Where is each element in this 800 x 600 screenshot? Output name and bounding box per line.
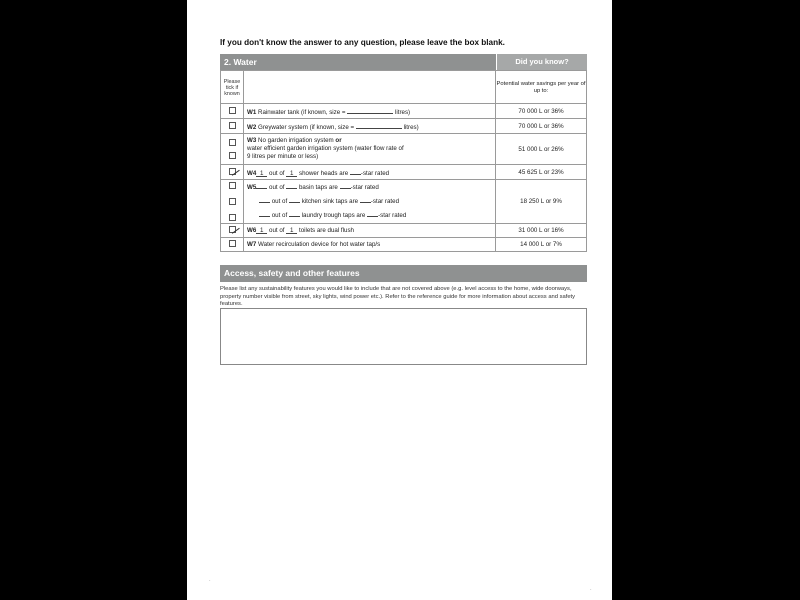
water-table bbox=[220, 70, 587, 252]
w6-count-field[interactable]: 1 bbox=[256, 227, 267, 234]
w5-checkbox-laundry[interactable] bbox=[229, 214, 236, 221]
w5-kitchen-end: -star rated bbox=[370, 197, 400, 205]
w5-basin-text: basin taps are bbox=[298, 183, 338, 191]
table-row-w1 bbox=[221, 104, 587, 119]
w5-basin-total[interactable] bbox=[286, 182, 297, 189]
water-section-header bbox=[220, 54, 587, 70]
w5-checkbox-kitchen[interactable] bbox=[229, 198, 236, 205]
tick-header: Please tick if known bbox=[221, 71, 244, 104]
w4-star-text: -star rated bbox=[360, 169, 390, 177]
w5-checkbox-basin[interactable] bbox=[229, 182, 236, 189]
water-section-title: 2. Water bbox=[224, 57, 257, 67]
table-row-w4 bbox=[221, 165, 587, 180]
access-section-header bbox=[220, 265, 587, 282]
w1-saving: 70 000 L or 36% bbox=[496, 104, 587, 119]
w1-text-end: litres) bbox=[393, 108, 411, 116]
w7-text: Water recirculation device for hot water tap/s bbox=[258, 241, 381, 248]
w3-or: or bbox=[335, 137, 342, 144]
table-header-row bbox=[221, 71, 587, 104]
w2-saving: 70 000 L or 36% bbox=[496, 119, 587, 134]
w4-star-field[interactable] bbox=[350, 168, 361, 175]
w6-text: toilets are dual flush bbox=[298, 227, 355, 234]
w3-saving: 51 000 L or 26% bbox=[496, 134, 587, 165]
scan-mark: · bbox=[590, 587, 592, 593]
form-page bbox=[187, 0, 612, 600]
w5-laundry-out-of: out of bbox=[271, 211, 288, 219]
w2-code: W2 bbox=[247, 123, 257, 131]
w4-total-field[interactable]: 1 bbox=[286, 170, 297, 177]
w7-checkbox[interactable] bbox=[229, 240, 236, 247]
w5-kitchen-out-of: out of bbox=[271, 197, 288, 205]
w4-text: shower heads are bbox=[298, 169, 349, 177]
table-row-w3 bbox=[221, 134, 587, 165]
w4-code: W4 bbox=[247, 169, 257, 177]
w6-out-of: out of bbox=[269, 227, 285, 234]
w5-kitchen-star[interactable] bbox=[360, 196, 371, 203]
form-instruction: If you don't know the answer to any question, please leave the box blank. bbox=[220, 38, 505, 47]
w5-laundry-text: laundry trough taps are bbox=[301, 211, 366, 219]
table-row-w6 bbox=[221, 224, 587, 238]
w2-checkbox[interactable] bbox=[229, 122, 236, 129]
w5-basin-count[interactable] bbox=[256, 182, 267, 189]
w5-laundry-total[interactable] bbox=[289, 210, 300, 217]
w6-code: W6 bbox=[247, 227, 257, 234]
w3-line3: 9 litres per minute or less) bbox=[247, 153, 319, 160]
w1-text: Rainwater tank (if known, size = bbox=[258, 108, 348, 116]
w4-saving: 45 625 L or 23% bbox=[496, 165, 587, 180]
w2-text-end: litres) bbox=[401, 123, 419, 131]
access-instructions: Please list any sustainability features you would like to include that are not covered above (e.g. level access to the home, wide doorways, property number visible from street, sky lights, wind power etc.). Refer to the reference guide for more information about access and safety features. bbox=[220, 286, 576, 308]
w6-total-field[interactable]: 1 bbox=[286, 227, 297, 234]
w3-line2: water efficient garden irrigation system (water flow rate of bbox=[247, 145, 404, 152]
w5-basin-end: -star rated bbox=[350, 183, 379, 191]
w3-checkbox-none[interactable] bbox=[229, 139, 236, 146]
w1-size-field[interactable] bbox=[347, 107, 393, 114]
w1-checkbox[interactable] bbox=[229, 107, 236, 114]
w5-kitchen-text: kitchen sink taps are bbox=[301, 197, 359, 205]
w3-line1: No garden irrigation system bbox=[258, 137, 334, 144]
table-row-w5 bbox=[221, 180, 587, 224]
w4-checkbox[interactable] bbox=[229, 168, 236, 175]
w1-code: W1 bbox=[247, 108, 257, 116]
w3-checkbox-efficient[interactable] bbox=[229, 152, 236, 159]
w5-kitchen-count[interactable] bbox=[259, 196, 270, 203]
w2-text: Greywater system (if known, size = bbox=[258, 123, 356, 131]
w7-code: W7 bbox=[247, 241, 257, 248]
w5-saving: 18 250 L or 9% bbox=[496, 180, 587, 224]
w6-checkbox[interactable] bbox=[229, 226, 236, 233]
w5-basin-out-of: out of bbox=[269, 183, 285, 191]
w5-basin-star[interactable] bbox=[340, 182, 351, 189]
access-section-title: Access, safety and other features bbox=[224, 268, 360, 278]
w5-kitchen-total[interactable] bbox=[289, 196, 300, 203]
w5-laundry-end: -star rated bbox=[378, 211, 407, 219]
description-header bbox=[244, 71, 496, 104]
w5-laundry-count[interactable] bbox=[259, 210, 270, 217]
w4-out-of: out of bbox=[269, 169, 285, 177]
sustainability-features-textbox[interactable] bbox=[220, 308, 587, 365]
did-you-know-label: Did you know? bbox=[496, 54, 587, 70]
table-row-w7 bbox=[221, 238, 587, 252]
table-row-w2 bbox=[221, 119, 587, 134]
w5-laundry-star[interactable] bbox=[367, 210, 378, 217]
scan-mark: · bbox=[209, 578, 211, 584]
w7-saving: 14 000 L or 7% bbox=[496, 238, 587, 252]
w5-code: W5 bbox=[247, 183, 257, 191]
w3-code: W3 bbox=[247, 137, 257, 144]
w6-saving: 31 000 L or 16% bbox=[496, 224, 587, 238]
savings-header: Potential water savings per year of up to: bbox=[496, 71, 587, 104]
w2-size-field[interactable] bbox=[356, 122, 402, 129]
w4-count-field[interactable]: 1 bbox=[256, 170, 267, 177]
